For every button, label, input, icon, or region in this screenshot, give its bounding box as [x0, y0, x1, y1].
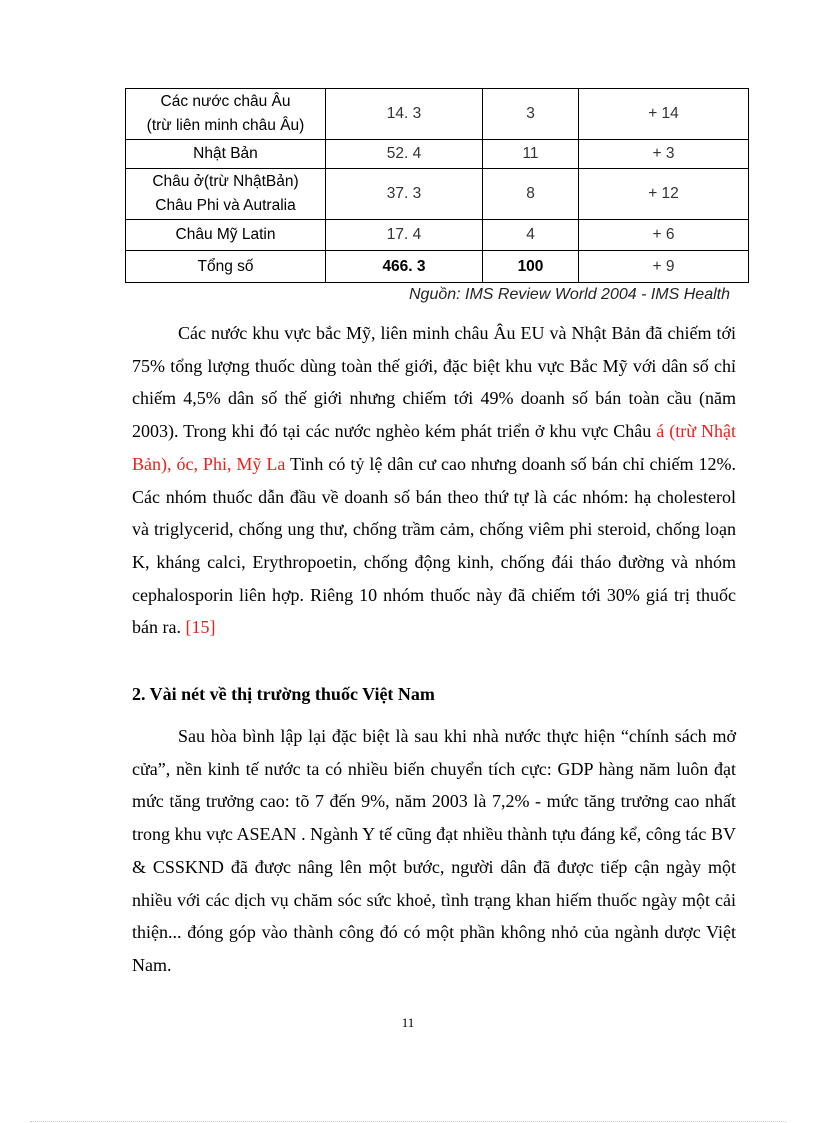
growth-cell: + 14 [579, 89, 749, 140]
table-row [126, 140, 749, 169]
value-cell: 14. 3 [326, 89, 483, 140]
table-row [126, 251, 749, 283]
growth-cell: + 12 [579, 169, 749, 220]
page-number: 11 [401, 1015, 415, 1030]
percent-cell: 11 [483, 140, 579, 169]
market-share-table [125, 88, 749, 283]
table-row [126, 89, 749, 140]
growth-cell: + 3 [579, 140, 749, 169]
paragraph-vietnam-market: Sau hòa bình lập lại đặc biệt là sau khi nhà nước thực hiện “chính sách mở cửa”, nền kinh tế nước ta có nhiều biến chuyển tích cực: GDP hàng năm luôn đạt mức tăng trưởng cao: tõ 7 đến 9%, năm 2003 là 7,2% - mức tăng trưởng cao nhất trong khu vực ASEAN . Ngành Y tế cũng đạt nhiều thành tựu đáng kể, công tác BV & CSSKND đã được nâng lên một bước, người dân đã được tiếp cận ngày một nhiều với các dịch vụ chăm sóc sức khoẻ, tình trạng khan hiếm thuốc ngày một cải thiện... đóng góp vào thành công đó có một phần không nhỏ của ngành dược Việt Nam. [132, 726, 736, 975]
percent-cell: 8 [483, 169, 579, 220]
highlighted-text: á (trừ Nhật Bản), óc, Phi, Mỹ La [132, 421, 736, 474]
page-edge-divider [30, 1121, 786, 1122]
value-cell: 17. 4 [326, 220, 483, 251]
growth-cell: + 6 [579, 220, 749, 251]
total-percent-cell: 100 [483, 251, 579, 283]
value-cell: 52. 4 [326, 140, 483, 169]
section-heading: 2. Vài nét về thị trường thuốc Việt Nam [132, 684, 435, 704]
region-cell: Tổng số [126, 251, 326, 283]
table-row [126, 220, 749, 251]
table-source-note: Nguồn: IMS Review World 2004 - IMS Health [408, 286, 730, 303]
citation-link[interactable]: [15] [185, 617, 216, 638]
region-cell: Châu ở(trừ NhậtBản) Châu Phi và Autralia [126, 169, 326, 220]
growth-cell: + 9 [579, 251, 749, 283]
region-cell: Các nước châu Âu (trừ liên minh châu Âu) [126, 89, 326, 140]
region-cell: Nhật Bản [126, 140, 326, 169]
percent-cell: 3 [483, 89, 579, 140]
percent-cell: 4 [483, 220, 579, 251]
total-value-cell: 466. 3 [326, 251, 483, 283]
region-cell: Châu Mỹ Latin [126, 220, 326, 251]
paragraph-world-market: Các nước khu vực bắc Mỹ, liên minh châu Âu EU và Nhật Bản đã chiếm tới 75% tổng lượng thuốc dùng toàn thế giới, đặc biệt khu vực Bắc Mỹ với dân số chỉ chiếm 4,5% dân số thế giới nhưng chiếm tới 49% doanh số bán toàn cầu (năm 2003). Trong khi đó tại các nước nghèo kém phát triển ở khu vực Châu á (trừ Nhật Bản), óc, Phi, Mỹ La Tinh có tỷ lệ dân cư cao nhưng doanh số bán chỉ chiếm 12%. Các nhóm thuốc dẫn đầu về doanh số bán theo thứ tự là các nhóm: hạ cholesterol và triglycerid, chống ung thư, chống trầm cảm, chống viêm phi steroid, chống loạn K, kháng calci, Erythropoetin, chống động kinh, chống đái tháo đường và nhóm cephalosporin liên hợp. Riêng 10 nhóm thuốc này đã chiếm tới 30% giá trị thuốc bán ra. [15] [132, 323, 736, 638]
table-row [126, 169, 749, 220]
value-cell: 37. 3 [326, 169, 483, 220]
